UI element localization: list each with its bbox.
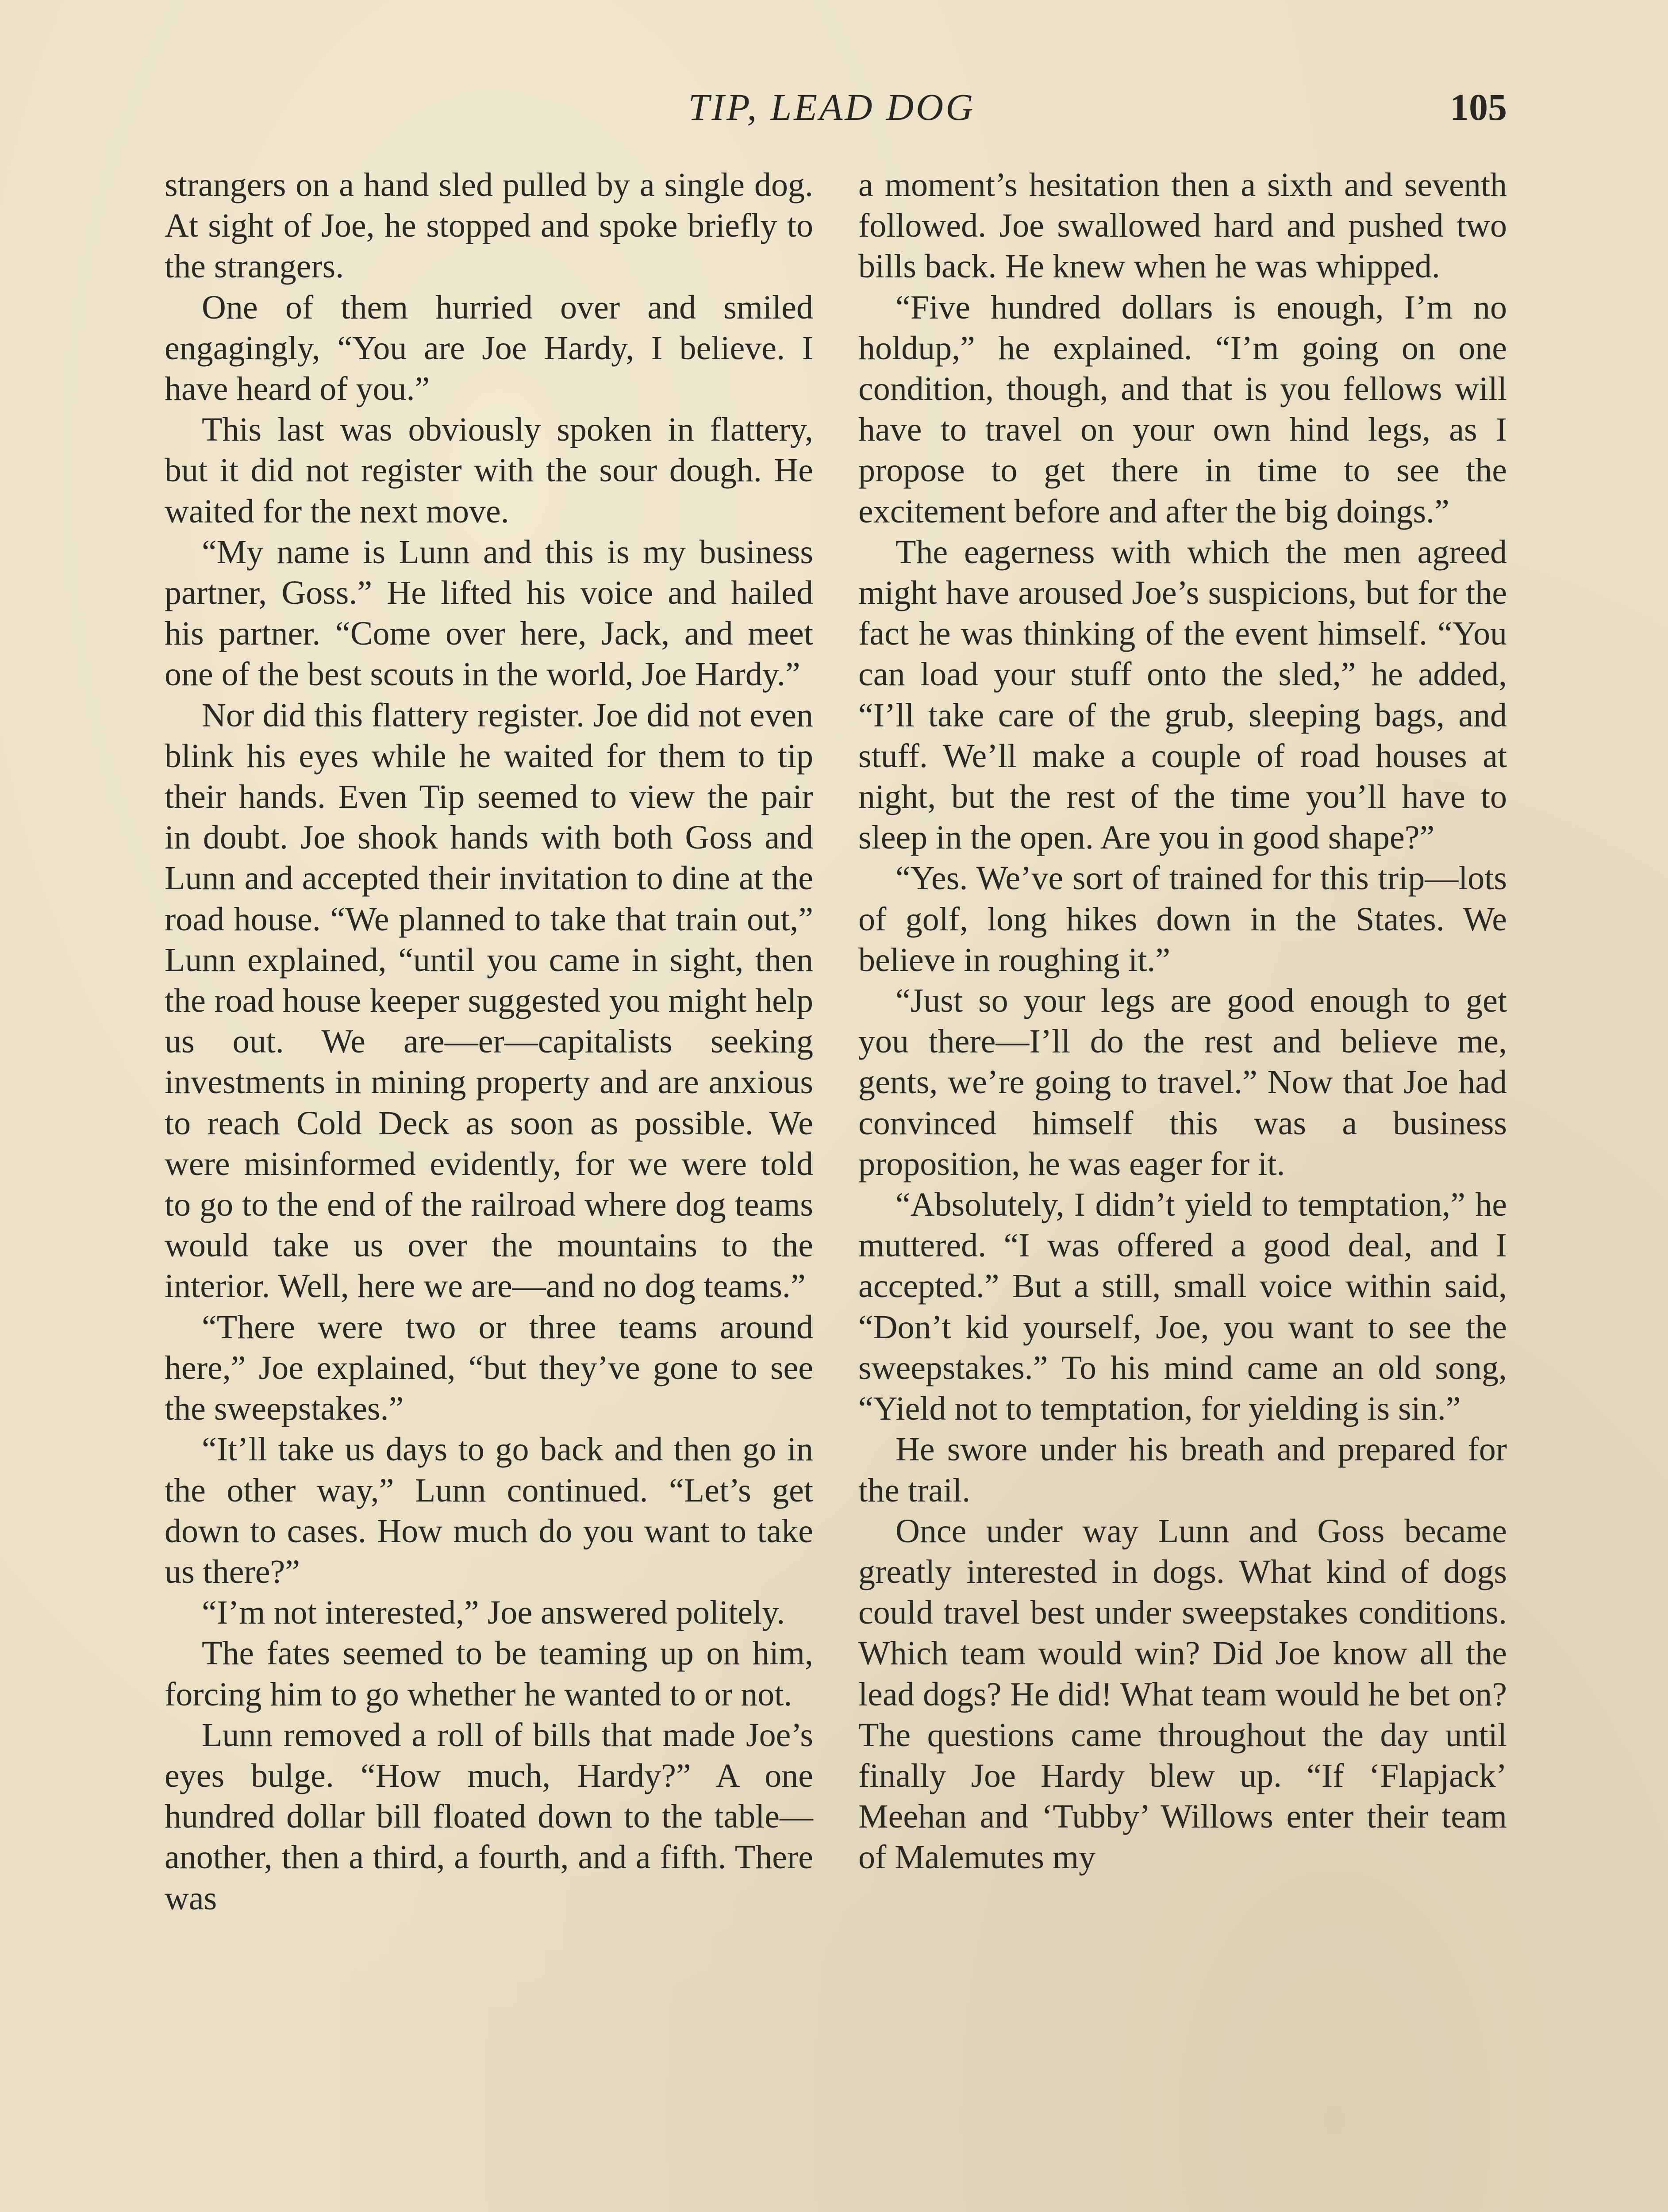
paragraph: “It’ll take us days to go back and then go in the other way,” Lunn continued. “Let’s get down to cases. How much do you want to take us there?” <box>165 1431 813 1590</box>
paragraph: “I’m not interested,” Joe answered politely. <box>202 1594 785 1632</box>
right-column <box>858 165 1507 1878</box>
paragraph: Once under way Lunn and Goss became greatly interested in dogs. What kind of dogs could travel best under sweepstakes conditions. Which team would win? Did Joe know all the lead dogs? He did! What team would he bet on? The questions came throughout the day until finally Joe Hardy blew up. “If ‘Flapjack’ Meehan and ‘Tubby’ Willows enter their team of Malemutes my <box>858 1512 1507 1876</box>
left-column <box>165 165 813 1919</box>
paragraph: “Just so your legs are good enough to get you there—I’ll do the rest and believe me, gents, we’re going to travel.” Now that Joe had convinced himself this was a business proposition, he was eager for it. <box>858 982 1507 1183</box>
paragraph: “Yes. We’ve sort of trained for this trip—lots of golf, long hikes down in the States. We believe in roughing it.” <box>858 860 1507 979</box>
paragraph: This last was obviously spoken in flattery, but it did not register with the sour dough. He waited for the next move. <box>165 411 813 530</box>
paragraph: The fates seemed to be teaming up on him, forcing him to go whether he wanted to or not. <box>165 1635 813 1713</box>
paragraph: strangers on a hand sled pulled by a single dog. At sight of Joe, he stopped and spoke briefly to the strangers. <box>165 166 813 285</box>
page-number: 105 <box>1450 86 1507 128</box>
paragraph: “There were two or three teams around here,” Joe explained, “but they’ve gone to see the sweepstakes.” <box>165 1308 813 1428</box>
paragraph: “Five hundred dollars is enough, I’m no holdup,” he explained. “I’m going on one condition, though, and that is you fellows will have to travel on your own hind legs, as I propose to get there in time to see the excitement before and after the big doings.” <box>858 288 1507 530</box>
paragraph: “Absolutely, I didn’t yield to temptation,” he muttered. “I was offered a good deal, and I accepted.” But a still, small voice within said, “Don’t kid yourself, Joe, you want to see the sweepstakes.” To his mind came an old song, “Yield not to temptation, for yielding is sin.” <box>858 1186 1507 1428</box>
paragraph: Lunn removed a roll of bills that made Joe’s eyes bulge. “How much, Hardy?” A one hundred dollar bill floated down to the table—another, then a third, a fourth, and a fifth. There was <box>165 1716 813 1917</box>
paragraph: The eagerness with which the men agreed might have aroused Joe’s suspicions, but for the fact he was thinking of the event himself. “You can load your stuff onto the sled,” he added, “I’ll take care of the grub, sleeping bags, and stuff. We’ll make a couple of road houses at night, but the rest of the time you’ll have to sleep in the open. Are you in good shape?” <box>858 533 1507 856</box>
paragraph: He swore under his breath and prepared for the trail. <box>858 1431 1507 1509</box>
paragraph: One of them hurried over and smiled engagingly, “You are Joe Hardy, I believe. I have heard of you.” <box>165 288 813 408</box>
running-head-title: TIP, LEAD DOG <box>688 86 976 128</box>
paragraph: “My name is Lunn and this is my business partner, Goss.” He lifted his voice and hailed his partner. “Come over here, Jack, and meet one of the best scouts in the world, Joe Hardy.” <box>165 533 813 693</box>
paragraph: Nor did this flattery register. Joe did not even blink his eyes while he waited for them to tip their hands. Even Tip seemed to view the pair in doubt. Joe shook hands with both Goss and Lunn and accepted their invitation to dine at the road house. “We planned to take that train out,” Lunn explained, “until you came in sight, then the road house keeper suggested you might help us out. We are—er—capitalists seeking investments in mining property and are anxious to reach Cold Deck as soon as possible. We were misinformed evidently, for we were told to go to the end of the railroad where dog teams would take us over the mountains to the interior. Well, here we are—and no dog teams.” <box>165 696 813 1305</box>
paragraph: a moment’s hesitation then a sixth and seventh followed. Joe swallowed hard and pushed two bills back. He knew when he was whipped. <box>858 166 1507 285</box>
